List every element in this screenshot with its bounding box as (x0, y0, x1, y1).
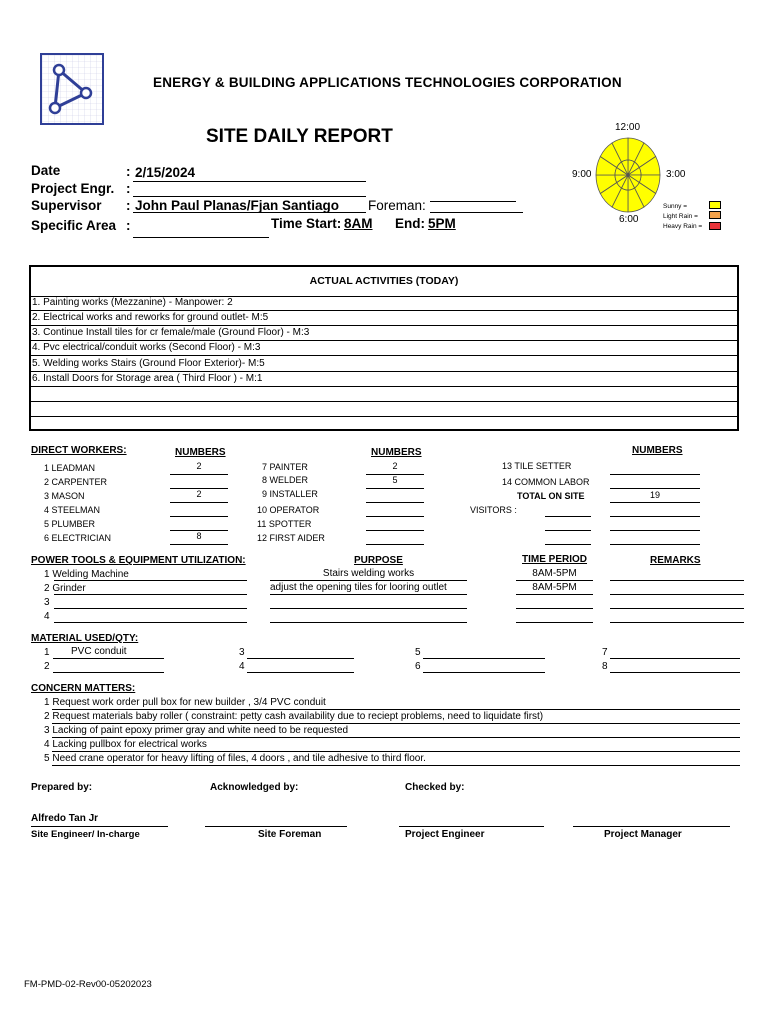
visitors-label: VISITORS : (470, 505, 517, 515)
concern-line (52, 723, 740, 724)
company-logo (40, 53, 104, 125)
worker-count-line (610, 474, 700, 475)
worker-count-line (170, 516, 228, 517)
concern-line (52, 709, 740, 710)
material-line[interactable] (247, 672, 354, 673)
worker-num: 12 (257, 533, 268, 543)
specific-area-field[interactable] (133, 237, 269, 238)
worker-label: INSTALLER (269, 489, 318, 499)
role-project-manager: Project Manager (604, 829, 682, 840)
worker-count[interactable]: 2 (392, 461, 398, 471)
role-site-foreman: Site Foreman (258, 829, 322, 840)
worker-count-line (366, 530, 424, 531)
prepared-by-name[interactable]: Alfredo Tan Jr (31, 813, 99, 824)
checked-by-label: Checked by: (405, 782, 465, 793)
activity-row[interactable]: 5. Welding works Stairs (Ground Floor Exterior)- M:5 (29, 357, 739, 372)
visitors-field[interactable] (545, 544, 591, 545)
activities-header: ACTUAL ACTIVITIES (TODAY) (29, 265, 739, 297)
date-value[interactable]: 2/15/2024 (135, 165, 196, 180)
date-colon: : (126, 164, 131, 179)
worker-num: 10 (257, 505, 268, 515)
concern-line (52, 737, 740, 738)
visitors-field-2[interactable] (610, 544, 700, 545)
tool-line (54, 580, 247, 581)
supervisor-colon: : (126, 198, 131, 213)
concern-num: 1 (44, 697, 50, 708)
legend-sunny-label: Sunny = (663, 203, 688, 210)
clock-label-9: 9:00 (572, 169, 592, 180)
concern-num: 3 (44, 725, 50, 736)
time-start-value[interactable]: 8AM (344, 216, 373, 231)
worker-count[interactable]: 2 (196, 489, 202, 499)
visitors-field[interactable] (545, 530, 591, 531)
worker-count-line (366, 516, 424, 517)
material-line[interactable] (53, 672, 164, 673)
tool-num: 1 (44, 569, 50, 580)
worker-count[interactable]: 8 (196, 531, 202, 541)
worker-count-line (366, 502, 424, 503)
specific-area-colon: : (126, 218, 131, 233)
material-num: 1 (44, 647, 50, 658)
activity-row[interactable]: 4. Pvc electrical/conduit works (Second Floor) - M:3 (29, 341, 739, 356)
tool-line (54, 622, 247, 623)
time-line (516, 608, 593, 609)
material-line[interactable] (53, 658, 164, 659)
purpose-header: PURPOSE (354, 555, 403, 566)
worker-label: ELECTRICIAN (51, 533, 112, 543)
remarks-line[interactable] (610, 594, 744, 595)
time-start-label: Time Start: (271, 216, 342, 231)
role-project-engineer: Project Engineer (405, 829, 485, 840)
worker-num: 6 (44, 533, 50, 543)
material-line[interactable] (610, 672, 740, 673)
worker-num: 14 (502, 477, 513, 487)
worker-count-line (170, 502, 228, 503)
concern-text[interactable]: Lacking pullbox for electrical works (52, 739, 207, 750)
material-line[interactable] (247, 658, 354, 659)
concern-num: 5 (44, 753, 50, 764)
visitors-field-2[interactable] (610, 530, 700, 531)
tool-line (54, 608, 247, 609)
end-value[interactable]: 5PM (428, 216, 456, 231)
legend-heavy-rain-label: Heavy Rain = (663, 223, 703, 230)
tools-title: POWER TOOLS & EQUIPMENT UTILIZATION: (31, 555, 246, 566)
material-line[interactable] (423, 658, 545, 659)
concern-text[interactable]: Request work order pull box for new builder , 3/4 PVC conduit (52, 697, 326, 708)
material-num: 3 (239, 647, 245, 658)
activity-row[interactable]: 6. Install Doors for Storage area ( Third Floor ) - M:1 (29, 372, 739, 387)
supervisor-value[interactable]: John Paul Planas/Fjan Santiago (135, 198, 340, 213)
remarks-line[interactable] (610, 622, 744, 623)
clock-label-12: 12:00 (615, 122, 641, 133)
worker-label: COMMON LABOR (514, 477, 590, 487)
activity-row[interactable] (29, 417, 739, 432)
activity-row[interactable]: 2. Electrical works and reworks for ground outlet- M:5 (29, 311, 739, 326)
report-title: SITE DAILY REPORT (206, 126, 393, 147)
supervisor-label: Supervisor (31, 198, 102, 213)
remarks-line[interactable] (610, 580, 744, 581)
signature-line[interactable] (573, 826, 730, 827)
remarks-line[interactable] (610, 608, 744, 609)
numbers-header-2: NUMBERS (371, 447, 422, 458)
tool-num: 4 (44, 611, 50, 622)
visitors-field-2[interactable] (610, 516, 700, 517)
worker-label: STEELMAN (51, 505, 101, 515)
numbers-header-1: NUMBERS (175, 447, 226, 458)
clock-label-3: 3:00 (666, 169, 686, 180)
tool-num: 2 (44, 583, 50, 594)
total-line (610, 502, 700, 503)
tool-num: 3 (44, 597, 50, 608)
legend-sunny-swatch (709, 201, 721, 209)
visitors-field[interactable] (545, 516, 591, 517)
worker-label: TILE SETTER (514, 461, 572, 471)
concern-text[interactable]: Request materials baby roller ( constraint: petty cash availability due to reciept problems, need to liquidate first) (52, 711, 544, 722)
project-engr-field[interactable] (133, 196, 366, 197)
concern-text[interactable]: Need crane operator for heavy lifting of files, 4 doors , and tile adhesive to third floor. (52, 753, 426, 764)
tool-line (54, 594, 247, 595)
tool-purpose[interactable]: Stairs welding works (322, 568, 415, 579)
total-on-site-label: TOTAL ON SITE (517, 491, 585, 501)
form-code: FM-PMD-02-Rev00-05202023 (24, 979, 152, 990)
concern-num: 4 (44, 739, 50, 750)
material-line[interactable] (423, 672, 545, 673)
prepared-by-label: Prepared by: (31, 782, 93, 793)
concern-line (52, 751, 740, 752)
time-line (516, 622, 593, 623)
worker-count[interactable]: 2 (196, 461, 202, 471)
worker-num: 4 (44, 505, 50, 515)
activity-row[interactable] (29, 387, 739, 402)
worker-count-line (366, 544, 424, 545)
worker-count-line (366, 488, 424, 489)
worker-label: FIRST AIDER (269, 533, 325, 543)
project-engr-colon: : (126, 181, 131, 196)
tool-name[interactable]: Grinder (52, 583, 86, 594)
purpose-line (270, 580, 467, 581)
activity-row[interactable] (29, 402, 739, 417)
total-on-site-value[interactable]: 19 (649, 490, 660, 500)
worker-label: MASON (51, 491, 85, 501)
date-label: Date (31, 163, 61, 178)
acknowledged-by-label: Acknowledged by: (210, 782, 299, 793)
concerns-title: CONCERN MATTERS: (31, 683, 136, 694)
legend-heavy-rain-swatch (709, 222, 721, 230)
worker-label: PAINTER (269, 462, 308, 472)
material-item[interactable]: PVC conduit (71, 646, 127, 657)
worker-num: 11 (257, 519, 267, 529)
remarks-header: REMARKS (650, 555, 701, 566)
end-label: End: (395, 216, 425, 231)
material-line[interactable] (610, 658, 740, 659)
worker-count[interactable]: 5 (392, 475, 398, 485)
material-num: 4 (239, 661, 245, 672)
tool-time[interactable]: 8AM-5PM (532, 568, 577, 579)
signature-line[interactable] (205, 826, 347, 827)
project-engr-label: Project Engr. (31, 181, 115, 196)
signature-line (31, 826, 168, 827)
material-num: 2 (44, 661, 50, 672)
worker-num: 8 (262, 475, 268, 485)
direct-workers-title: DIRECT WORKERS: (31, 445, 127, 456)
worker-label: SPOTTER (268, 519, 312, 529)
signature-line[interactable] (399, 826, 544, 827)
material-num: 7 (602, 647, 608, 658)
specific-area-label: Specific Area (31, 218, 117, 233)
foreman-field[interactable] (430, 212, 523, 213)
purpose-line (270, 608, 467, 609)
worker-num: 9 (262, 489, 268, 499)
material-num: 6 (415, 661, 421, 672)
foreman-label: Foreman: (368, 198, 426, 213)
concern-num: 2 (44, 711, 50, 722)
worker-count-line (170, 474, 228, 475)
material-num: 8 (602, 661, 608, 672)
material-num: 5 (415, 647, 421, 658)
role-site-engineer: Site Engineer/ In-charge (31, 829, 140, 840)
legend-light-rain-swatch (709, 211, 721, 219)
worker-count-line (170, 544, 228, 545)
worker-num: 7 (262, 462, 268, 472)
activity-row[interactable]: 1. Painting works (Mezzanine) - Manpower: 2 (29, 296, 739, 311)
tool-name[interactable]: Welding Machine (52, 569, 129, 580)
clock-label-6: 6:00 (619, 214, 639, 225)
date-line (133, 181, 366, 182)
concern-line (52, 765, 740, 766)
foreman-field-top[interactable] (430, 201, 516, 202)
worker-label: CARPENTER (51, 477, 108, 487)
concern-text[interactable]: Lacking of paint epoxy primer gray and white need to be requested (52, 725, 349, 736)
purpose-line (270, 622, 467, 623)
time-line (516, 594, 593, 595)
worker-num: 13 (502, 461, 513, 471)
numbers-header-3: NUMBERS (632, 445, 683, 456)
purpose-line (270, 594, 467, 595)
activity-row[interactable]: 3. Continue Install tiles for cr female/male (Ground Floor) - M:3 (29, 326, 739, 341)
time-period-header: TIME PERIOD (522, 554, 588, 565)
legend-light-rain-label: Light Rain = (663, 213, 698, 220)
materials-title: MATERIAL USED/QTY: (31, 633, 139, 644)
time-line (516, 580, 593, 581)
worker-label: LEADMAN (51, 463, 96, 473)
worker-num: 5 (44, 519, 50, 529)
worker-label: PLUMBER (51, 519, 96, 529)
worker-num: 1 (44, 463, 50, 473)
tool-purpose[interactable]: adjust the opening tiles for looring outlet (270, 582, 447, 593)
weather-clock (594, 136, 662, 219)
worker-label: WELDER (269, 475, 309, 485)
worker-count-line (610, 488, 700, 489)
worker-label: OPERATOR (269, 505, 320, 515)
tool-time[interactable]: 8AM-5PM (532, 582, 577, 593)
supervisor-line (133, 212, 366, 213)
worker-num: 3 (44, 491, 50, 501)
worker-num: 2 (44, 477, 50, 487)
company-name: ENERGY & BUILDING APPLICATIONS TECHNOLOGIES CORPORATION (153, 75, 622, 90)
